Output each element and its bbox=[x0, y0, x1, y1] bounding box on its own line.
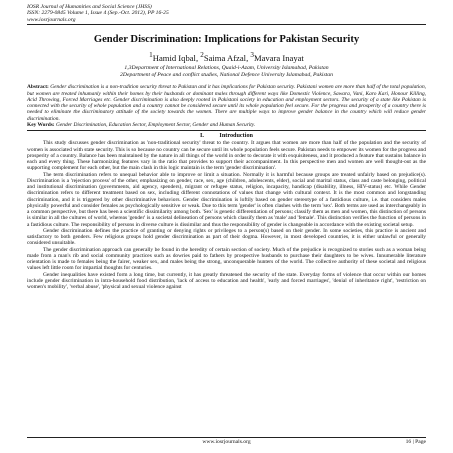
paragraph: Gender discrimination defines the practice of granting or denying rights or privileges to a person(s) based on their gender. In some societies, this practice is ancient and satisfactory to both genders. Few religious groups hold gender discrimination as part of their dogma. However, in most developed countries, it is either unlawful or generally considered unsuitable. bbox=[27, 227, 426, 247]
paper-title: Gender Discrimination: Implications for Pakistan Security bbox=[93, 34, 360, 46]
paragraph: This study discusses gender discrimination as 'non-traditional security' threat to the country. It argues that women are more than half of the population and the security of women is associated with state security. This is so because no country can be secure until its whole population feels secure. Pakistan needs to empower its women for the progress and prosperity of a country. Balance has been maintained by the nature in all things of the world in order to decorate it with exquisiteness, and it produced a feature that sustains balance in each and every thing. These harmonizing features vary in the ratio that provides to support their accompaniment. In this perspective men and women are well thought-out as the supporting complement for each other, but the main clash in this logic maintain is the term 'gender discrimination'. bbox=[27, 140, 426, 172]
keywords-text: Gender Discrimination, Education Sector, Employment Sector, Gender and Human Security. bbox=[54, 122, 256, 129]
introduction-body bbox=[27, 140, 426, 290]
author-list bbox=[27, 51, 426, 63]
abstract bbox=[27, 84, 426, 122]
affiliation-2: 2Department of Peace and conflict studies, National Defence University Islamabad, Pakistan bbox=[120, 71, 333, 78]
keywords-label: Key Words: bbox=[27, 122, 55, 129]
author-3: Mavara Inayat bbox=[253, 53, 304, 64]
affiliation-1: 1,3Department of International Relations, Quaid-i-Azam, University Islamabad, Pakistan bbox=[124, 65, 329, 72]
affiliations bbox=[27, 65, 426, 78]
footer-rule bbox=[27, 437, 426, 438]
author-1-affil: 1 bbox=[149, 51, 153, 60]
author-3-affil: 3 bbox=[250, 51, 254, 60]
paragraph: The gender discrimination approach can generally be found in the heredity of certain section of society. Much of the prejudice is recognized to stories such as a woman being made from a man's rib and social community practices such as dowries paid to fathers by prospective husbands to purchase their daughters to be wives. Innumerable literature orientation is made to females being the fairer, weaker sex, and males being the strong, unconquerable hunters of the world. The collective authority of these societal and religious values left little room for impartial thoughts for centuries. bbox=[27, 246, 426, 272]
author-1: Hamid Iqbal, bbox=[152, 53, 201, 64]
journal-header bbox=[27, 4, 426, 23]
paragraph: Gender inequalities have existed form a long time, but currently, it has greatly threatened the security of the state. Everyday forms of violence that occur within our homes include gender discrimination in intra-household food distribution, 'lack of access to education and health', 'early and forced marriages', 'denial of inheritance right', 'restriction on women's mobility', 'verbal abuse', 'physical and sexual violence against bbox=[27, 271, 426, 291]
author-2-affil: 2 bbox=[200, 51, 204, 60]
keywords bbox=[27, 122, 426, 128]
section-rule bbox=[27, 130, 426, 131]
abstract-label: Abstract: bbox=[27, 84, 49, 91]
author-2: Saima Afzal, bbox=[203, 53, 251, 64]
journal-name: IOSR Journal of Humanities and Social Science (JHSS) bbox=[27, 4, 152, 10]
paragraph: The term discrimination refers to unequal behavior able to improve or limit a situation. Normally it is harmful because groups are treated unfairly based on prejudice(s). Discrimination is a 'rejection process' of the other, emphasizing on gender, race, sex, age (children, adolescents, elder), social and marital status, class and caste belonging, political and institutional discrimination (governments, aid agency, spenders), migrant or refugee status, religion, incapacity, handicap (disability, illness, HIV-status) etc. While Gender discrimination refers to different treatment based on sex, including different connotations of values that change with cultural context. It is the most common and longstanding discrimination, and it is triggered by other discriminative behaviors. Gender discrimination is loftily based on gender stereotype of a fastidious culture, i.e. that considers males physically powerful and consider females as psychologically sensitive or weak. Due to this term 'gender' is often clashes with the term 'sex'. Both terms are used as interchangeably in a common perspective, but there has been a scientific dissimilarity among both. 'Sex' is genetic differentiation of persons; classify them as men and women, this distinction of persons is similar in all the cultures of world, whereas 'gender' is a societal delineation of persons which classify them as 'male' and 'female'. This distinction verifies the function of persons in a fastidious culture. The responsibility of persons in diverse culture is dissimilar and thus the responsibility of gender is changeable in accordance with the existing societal setup. bbox=[27, 171, 426, 228]
page-number: 16 | Page bbox=[405, 439, 426, 445]
header-rule bbox=[27, 24, 426, 25]
journal-issn: ISSN: 2279-0845 Volume 1, Issue 4 (Sep.-Oct. 2012), PP 16-25 bbox=[27, 10, 169, 17]
journal-website[interactable]: www.iosrjournals.org bbox=[27, 16, 76, 23]
footer-url[interactable]: www.iosrjournals.org bbox=[202, 439, 251, 445]
section-heading-introduction: I. Introduction bbox=[199, 132, 253, 140]
abstract-text: Gender discrimination is a non-tradition security threat to Pakistan and it has implications for Pakistan security. Pakistani women are more than half of the total population, but women are treated inhumanly within their homes by their husbands or dominant males through different ways like Domestic Violence, Sawara, Vani, Karo Kari, Honour Killing, Acid Throwing, Forced Marriages etc. Gender discrimination is also deeply rooted in Pakistani society in education and employment sectors. The security of a state like Pakistan is connected with the security of whole population and a country cannot be considered secure until its whole population feel secure. For the progress and prosperity of a country there is needed to eliminate the discriminatory attitude of the society towards the women. There are multiple ways to improve gender balance in the country which will reduce gender discrimination. bbox=[27, 84, 426, 122]
